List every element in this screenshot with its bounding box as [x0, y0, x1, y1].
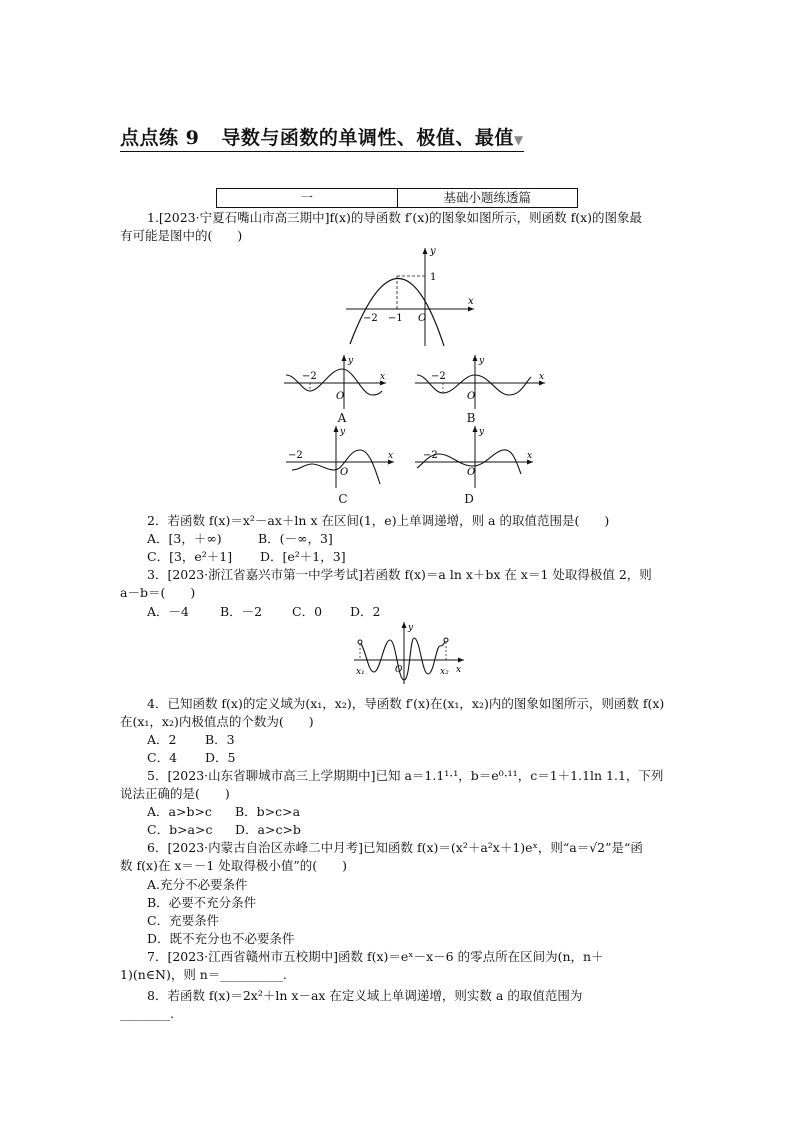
option-b-tick: −2: [431, 371, 446, 382]
q7-line2: 1)(n∈N)，则 n＝__________.: [120, 967, 287, 982]
q4-derivative-graph: [352, 620, 468, 686]
x-axis-arrow: [468, 307, 474, 312]
q1-option-d-graph: [413, 424, 537, 490]
q6-opt-c: C．充要条件: [147, 913, 220, 928]
y-label: y: [430, 246, 436, 257]
svg-text:y: y: [348, 356, 354, 366]
option-a-label: A: [337, 411, 347, 425]
q2-line1: 2．若函数 f(x)＝x²－ax＋ln x 在区间(1，e)上单调递增，则 a 的取值范围是( ): [147, 513, 610, 528]
option-d-tick: −2: [423, 450, 438, 461]
q4-opt-c: C．4: [147, 750, 178, 765]
q2-opt-b: B．(－∞，3]: [258, 531, 333, 546]
q3-line1: 3．[2023·浙江省嘉兴市第一中学考试]若函数 f(x)＝a ln x＋bx 在 x＝1 处取得极值 2，则: [147, 567, 652, 582]
svg-text:x: x: [380, 372, 386, 382]
tick-one: 1: [430, 272, 437, 283]
open-endpoint-left: [358, 640, 362, 644]
q5-line1: 5．[2023·山东省聊城市高三上学期期中]已知 a＝1.1¹·¹，b＝e⁰·¹¹，c＝1＋1.1ln 1.1，下列: [147, 768, 664, 783]
section-name: 基础小题练透篇: [443, 190, 531, 205]
q5-line2: 说法正确的是( ): [120, 786, 230, 801]
svg-text:y: y: [340, 427, 346, 437]
q4-x2-label: x₂: [440, 667, 449, 677]
page-title: [120, 123, 524, 152]
q4-line2: 在(x₁，x₂)内极值点的个数为( ): [120, 714, 314, 729]
q2-opt-c: C．[3，e²＋1]: [147, 549, 233, 564]
q4-origin-label: O: [395, 665, 403, 675]
x-label: x: [468, 296, 474, 307]
q8-line1: 8．若函数 f(x)＝2x²＋ln x－ax 在定义域上单调递增，则实数 a 的取值范围为: [147, 988, 583, 1003]
q1-line2: 有可能是图中的( ): [120, 228, 243, 243]
q1-derivative-graph: [340, 242, 480, 350]
triangle-icon: ▼: [513, 133, 524, 147]
q3-opt-c: C．0: [292, 604, 323, 619]
q7-line1: 7．[2023·江西省赣州市五校期中]函数 f(x)＝eˣ－x－6 的零点所在区间为(n，n＋: [147, 949, 604, 964]
svg-text:O: O: [467, 391, 476, 402]
q6-line1: 6．[2023·内蒙古自治区赤峰二中月考]已知函数 f(x)＝(x²＋a²x＋1)eˣ，则“a＝√2”是“函: [147, 840, 643, 855]
q5-opt-a: A．a>b>c: [147, 804, 212, 819]
option-a-tick: −2: [302, 371, 317, 382]
tick-minus-one: −1: [388, 313, 403, 324]
y-axis-arrow: [423, 248, 428, 254]
option-d-label: D: [464, 492, 474, 506]
q8-line2: ________.: [120, 1006, 174, 1021]
q1-line1: 1.[2023·宁夏石嘴山市高三期中]f(x)的导函数 f′(x)的图象如图所示，则函数 f(x)的图象最: [147, 210, 643, 225]
q6-opt-d: D．既不充分也不必要条件: [147, 931, 295, 946]
q4-x1-label: x₁: [356, 667, 365, 677]
title-prefix: 点点练 9: [120, 127, 200, 149]
option-b-label: B: [466, 411, 476, 425]
section-number: 一: [217, 189, 398, 207]
title-main: 导数与函数的单调性、极值、最值: [221, 127, 514, 149]
svg-text:x: x: [527, 451, 533, 461]
q4-line1: 4．已知函数 f(x)的定义域为(x₁，x₂)，导函数 f′(x)在(x₁，x₂)内的图象如图所示，则函数 f(x): [147, 696, 665, 711]
q2-opt-d: D．[e²＋1，3]: [260, 549, 346, 564]
q5-opt-d: D．a>c>b: [235, 822, 301, 837]
svg-text:y: y: [479, 356, 485, 366]
q4-opt-a: A．2: [147, 732, 177, 747]
open-endpoint-right: [444, 638, 448, 642]
tick-minus-two: −2: [363, 313, 378, 324]
q6-opt-a: A.充分不必要条件: [147, 877, 248, 892]
q1-option-b-graph: [413, 353, 549, 411]
q4-x-label: x: [456, 665, 462, 675]
svg-text:y: y: [479, 427, 485, 437]
svg-text:O: O: [336, 391, 345, 402]
svg-text:O: O: [340, 467, 349, 478]
option-a-curve: [286, 369, 382, 395]
q1-option-c-graph: [284, 424, 398, 490]
q6-opt-b: B．必要不充分条件: [147, 895, 257, 910]
q3-opt-b: B．－2: [220, 604, 263, 619]
q5-opt-b: B．b>c>a: [235, 804, 301, 819]
svg-text:O: O: [467, 467, 476, 478]
option-c-label: C: [338, 492, 348, 506]
svg-text:x: x: [388, 451, 394, 461]
q5-opt-c: C．b>a>c: [147, 822, 213, 837]
q2-opt-a: A．[3，＋∞): [147, 531, 222, 546]
q4-curve: [360, 638, 446, 680]
q3-opt-a: A．－4: [147, 604, 189, 619]
q6-line2: 数 f(x)在 x＝－1 处取得极小值”的( ): [120, 858, 347, 873]
q4-opt-b: B．3: [205, 732, 235, 747]
section-header: [216, 188, 578, 208]
option-c-tick: −2: [288, 450, 303, 461]
q4-opt-d: D．5: [205, 750, 236, 765]
q3-opt-d: D．2: [350, 604, 381, 619]
q1-option-a-graph: [282, 353, 390, 411]
q3-line2: a－b＝( ): [120, 585, 196, 600]
origin-label: O: [418, 313, 427, 324]
q4-y-label: y: [408, 623, 414, 633]
svg-text:x: x: [539, 372, 545, 382]
